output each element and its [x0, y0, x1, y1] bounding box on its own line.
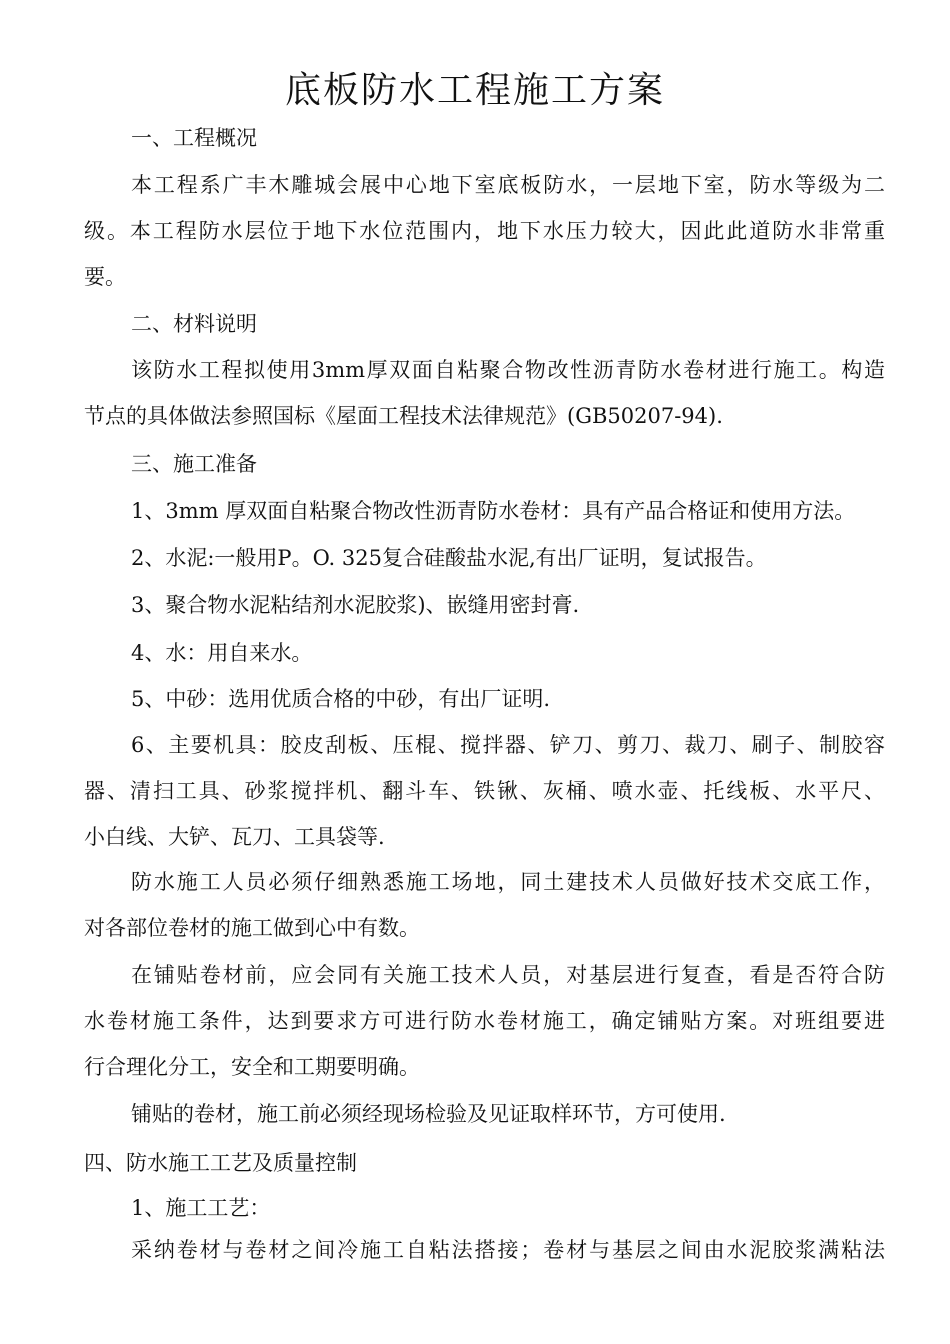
paragraph-line: 该防水工程拟使用3mm厚双面自粘聚合物改性沥青防水卷材进行施工。构造	[131, 358, 885, 382]
document-title: 底板防水工程施工方案	[284, 70, 665, 111]
paragraph-line: 对各部位卷材的施工做到心中有数。	[84, 916, 420, 940]
section-heading-overview: 一、工程概况	[131, 126, 257, 150]
paragraph-line: 级。本工程防水层位于地下水位范围内，地下水压力较大，因此此道防水非常重	[84, 219, 885, 243]
list-item-continuation: 器、清扫工具、砂浆搅拌机、翻斗车、铁锹、灰桶、喷水壶、托线板、水平尺、	[84, 779, 885, 803]
subsection-heading: 1、施工工艺：	[131, 1196, 271, 1220]
paragraph-line: 在铺贴卷材前，应会同有关施工技术人员，对基层进行复查，看是否符合防	[131, 963, 885, 987]
list-item-continuation: 小白线、大铲、瓦刀、工具袋等.	[84, 825, 385, 849]
list-item: 5、中砂：选用优质合格的中砂，有出厂证明.	[131, 687, 551, 711]
section-heading-process: 四、防水施工工艺及质量控制	[84, 1151, 357, 1175]
list-item: 2、水泥:一般用P。O. 325复合硅酸盐水泥,有出厂证明，复试报告。	[131, 546, 767, 570]
paragraph-line: 水卷材施工条件，达到要求方可进行防水卷材施工，确定铺贴方案。对班组要进	[84, 1009, 885, 1033]
paragraph-line: 行合理化分工，安全和工期要明确。	[84, 1055, 420, 1079]
paragraph-line: 本工程系广丰木雕城会展中心地下室底板防水，一层地下室，防水等级为二	[131, 173, 885, 197]
list-item: 3、聚合物水泥粘结剂水泥胶浆)、嵌缝用密封膏.	[131, 593, 580, 617]
paragraph-line: 节点的具体做法参照国标《屋面工程技术法律规范》(GB50207-94).	[84, 404, 723, 428]
paragraph-line: 采纳卷材与卷材之间冷施工自粘法搭接；卷材与基层之间由水泥胶浆满粘法	[131, 1238, 885, 1262]
paragraph-line: 铺贴的卷材，施工前必须经现场检验及见证取样环节，方可使用.	[131, 1102, 726, 1126]
paragraph-line: 防水施工人员必须仔细熟悉施工场地，同土建技术人员做好技术交底工作，	[131, 870, 885, 894]
paragraph-line: 要。	[84, 265, 126, 289]
list-item: 1、3mm 厚双面自粘聚合物改性沥青防水卷材：具有产品合格证和使用方法。	[131, 499, 856, 523]
list-item: 4、水：用自来水。	[131, 641, 313, 665]
section-heading-preparation: 三、施工准备	[131, 452, 257, 476]
section-heading-materials: 二、材料说明	[131, 312, 257, 336]
list-item: 6、主要机具：胶皮刮板、压棍、搅拌器、铲刀、剪刀、裁刀、刷子、制胶容	[131, 733, 885, 757]
